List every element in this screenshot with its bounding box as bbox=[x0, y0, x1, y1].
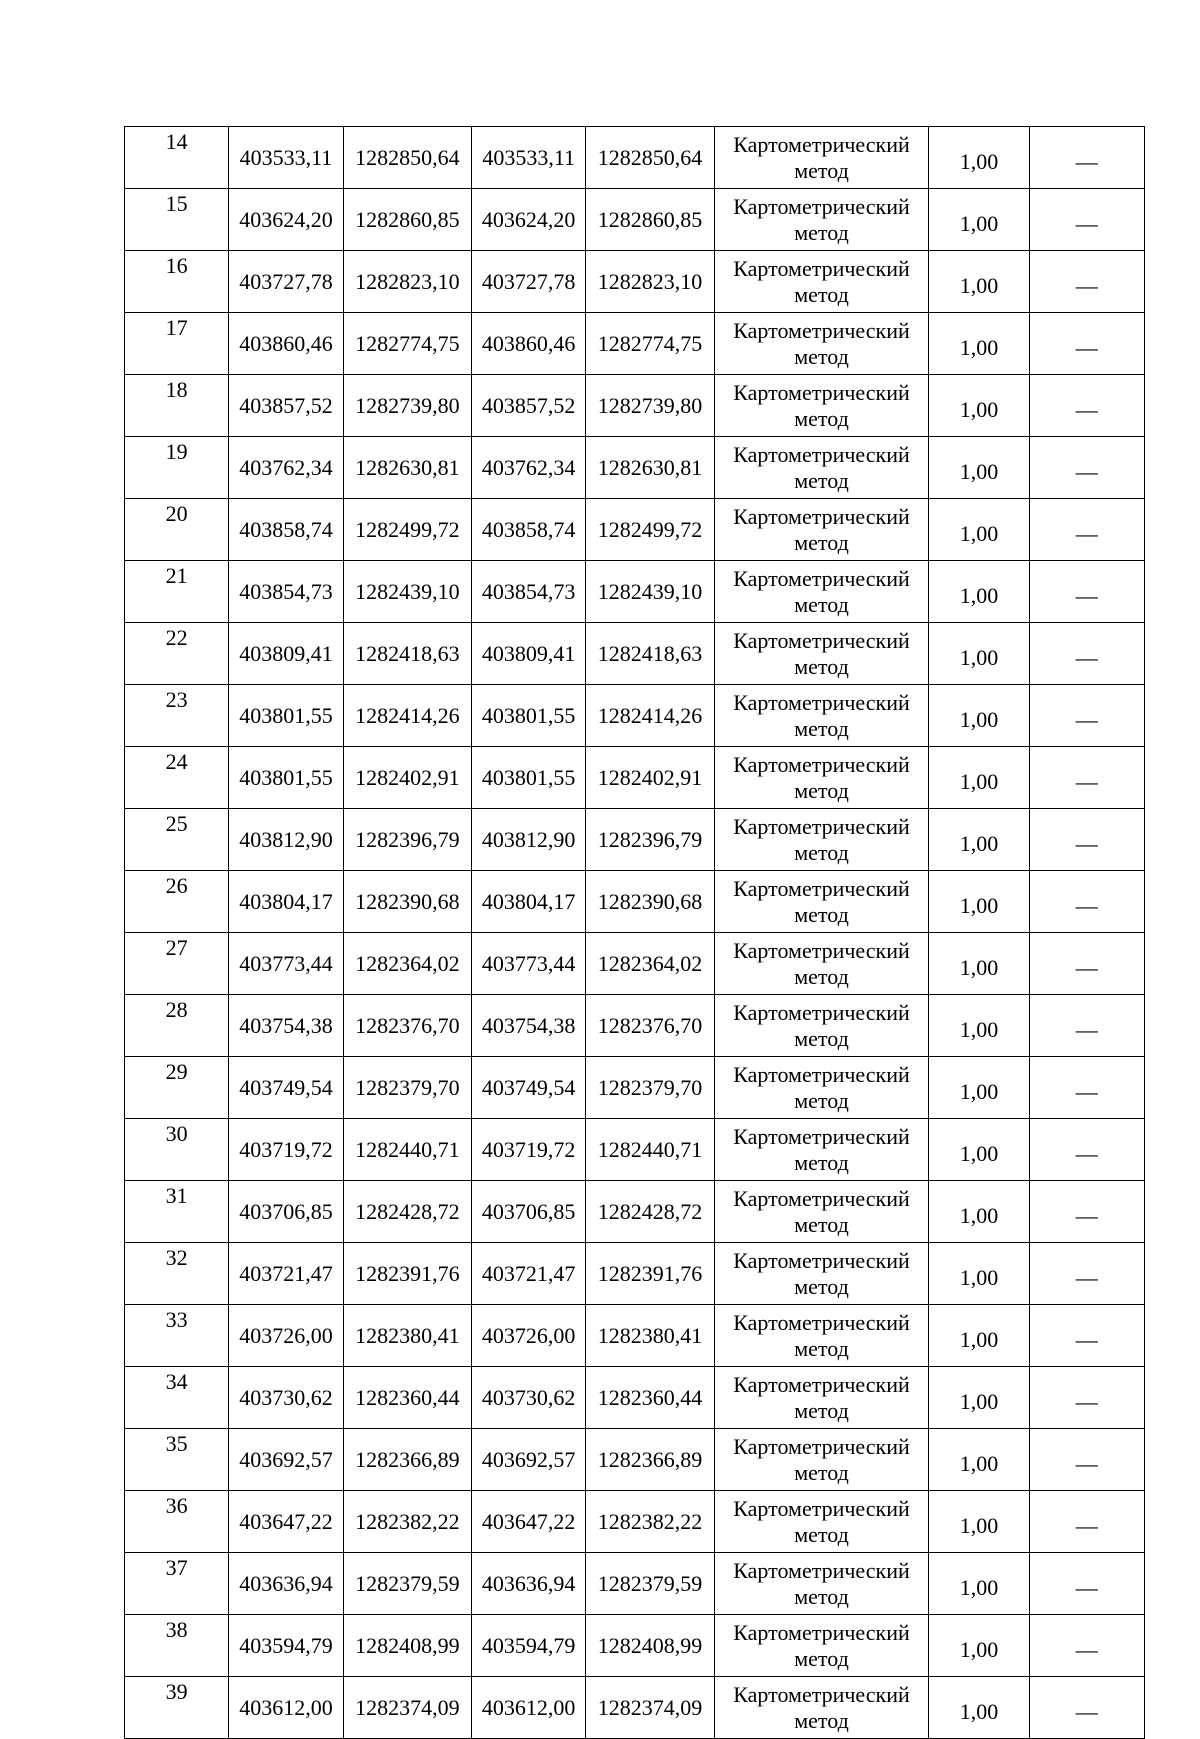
accuracy-cell: 1,00 bbox=[929, 995, 1029, 1057]
point-number-cell: 30 bbox=[125, 1119, 229, 1181]
specified-x-cell: 403804,17 bbox=[472, 871, 586, 933]
table-row bbox=[125, 995, 1145, 1057]
accuracy-cell: 1,00 bbox=[929, 251, 1029, 313]
table-row bbox=[125, 375, 1145, 437]
specified-y-cell: 1282860,85 bbox=[586, 189, 714, 251]
specified-y-cell: 1282380,41 bbox=[586, 1305, 714, 1367]
method-label-line1: Картометрический bbox=[733, 689, 910, 715]
method-label-line1: Картометрический bbox=[733, 1681, 910, 1707]
method-cell bbox=[714, 499, 929, 561]
existing-y-cell: 1282440,71 bbox=[343, 1119, 471, 1181]
existing-x-cell: 403636,94 bbox=[229, 1553, 343, 1615]
point-number-cell: 20 bbox=[125, 499, 229, 561]
point-number-cell: 39 bbox=[125, 1677, 229, 1739]
existing-y-cell: 1282439,10 bbox=[343, 561, 471, 623]
specified-x-cell: 403854,73 bbox=[472, 561, 586, 623]
description-cell: — bbox=[1029, 1057, 1144, 1119]
method-label-line2: метод bbox=[794, 157, 849, 183]
accuracy-cell: 1,00 bbox=[929, 1429, 1029, 1491]
method-cell bbox=[714, 251, 929, 313]
method-label-line1: Картометрический bbox=[733, 1557, 910, 1583]
table-row bbox=[125, 1181, 1145, 1243]
description-cell: — bbox=[1029, 1367, 1144, 1429]
method-label-line1: Картометрический bbox=[733, 441, 910, 467]
specified-x-cell: 403801,55 bbox=[472, 747, 586, 809]
accuracy-cell: 1,00 bbox=[929, 189, 1029, 251]
specified-x-cell: 403533,11 bbox=[472, 127, 586, 189]
point-number-cell: 28 bbox=[125, 995, 229, 1057]
existing-x-cell: 403624,20 bbox=[229, 189, 343, 251]
method-label-line1: Картометрический bbox=[733, 503, 910, 529]
existing-x-cell: 403594,79 bbox=[229, 1615, 343, 1677]
method-label-line2: метод bbox=[794, 343, 849, 369]
method-label-line1: Картометрический bbox=[733, 999, 910, 1025]
method-label-line2: метод bbox=[794, 1149, 849, 1175]
existing-y-cell: 1282418,63 bbox=[343, 623, 471, 685]
coordinates-table bbox=[124, 126, 1145, 1739]
existing-y-cell: 1282376,70 bbox=[343, 995, 471, 1057]
method-label-line1: Картометрический bbox=[733, 317, 910, 343]
method-label-line1: Картометрический bbox=[733, 1123, 910, 1149]
method-cell bbox=[714, 1367, 929, 1429]
existing-y-cell: 1282360,44 bbox=[343, 1367, 471, 1429]
existing-y-cell: 1282380,41 bbox=[343, 1305, 471, 1367]
table-row bbox=[125, 1615, 1145, 1677]
table-row bbox=[125, 1119, 1145, 1181]
existing-x-cell: 403706,85 bbox=[229, 1181, 343, 1243]
existing-x-cell: 403801,55 bbox=[229, 685, 343, 747]
existing-x-cell: 403533,11 bbox=[229, 127, 343, 189]
specified-x-cell: 403726,00 bbox=[472, 1305, 586, 1367]
method-label-line2: метод bbox=[794, 1645, 849, 1671]
specified-y-cell: 1282382,22 bbox=[586, 1491, 714, 1553]
accuracy-cell: 1,00 bbox=[929, 499, 1029, 561]
existing-y-cell: 1282774,75 bbox=[343, 313, 471, 375]
description-cell: — bbox=[1029, 995, 1144, 1057]
table-row bbox=[125, 499, 1145, 561]
existing-x-cell: 403809,41 bbox=[229, 623, 343, 685]
point-number-cell: 34 bbox=[125, 1367, 229, 1429]
table-row bbox=[125, 1553, 1145, 1615]
method-cell bbox=[714, 561, 929, 623]
method-cell bbox=[714, 1615, 929, 1677]
description-cell: — bbox=[1029, 1181, 1144, 1243]
method-label-line1: Картометрический bbox=[733, 1185, 910, 1211]
method-cell bbox=[714, 809, 929, 871]
method-label-line2: метод bbox=[794, 777, 849, 803]
description-cell: — bbox=[1029, 623, 1144, 685]
description-cell: — bbox=[1029, 1305, 1144, 1367]
specified-x-cell: 403636,94 bbox=[472, 1553, 586, 1615]
method-label-line2: метод bbox=[794, 529, 849, 555]
specified-y-cell: 1282418,63 bbox=[586, 623, 714, 685]
method-label-line1: Картометрический bbox=[733, 1433, 910, 1459]
method-cell bbox=[714, 127, 929, 189]
accuracy-cell: 1,00 bbox=[929, 1367, 1029, 1429]
specified-x-cell: 403706,85 bbox=[472, 1181, 586, 1243]
specified-x-cell: 403624,20 bbox=[472, 189, 586, 251]
existing-y-cell: 1282391,76 bbox=[343, 1243, 471, 1305]
accuracy-cell: 1,00 bbox=[929, 561, 1029, 623]
table-row bbox=[125, 1677, 1145, 1739]
point-number-cell: 22 bbox=[125, 623, 229, 685]
method-cell bbox=[714, 1677, 929, 1739]
accuracy-cell: 1,00 bbox=[929, 437, 1029, 499]
point-number-cell: 33 bbox=[125, 1305, 229, 1367]
existing-y-cell: 1282396,79 bbox=[343, 809, 471, 871]
table-row bbox=[125, 747, 1145, 809]
point-number-cell: 16 bbox=[125, 251, 229, 313]
accuracy-cell: 1,00 bbox=[929, 375, 1029, 437]
point-number-cell: 21 bbox=[125, 561, 229, 623]
existing-y-cell: 1282379,59 bbox=[343, 1553, 471, 1615]
description-cell: — bbox=[1029, 561, 1144, 623]
existing-x-cell: 403612,00 bbox=[229, 1677, 343, 1739]
existing-y-cell: 1282390,68 bbox=[343, 871, 471, 933]
accuracy-cell: 1,00 bbox=[929, 933, 1029, 995]
specified-x-cell: 403647,22 bbox=[472, 1491, 586, 1553]
specified-x-cell: 403812,90 bbox=[472, 809, 586, 871]
table-row bbox=[125, 437, 1145, 499]
table-row bbox=[125, 1491, 1145, 1553]
specified-x-cell: 403721,47 bbox=[472, 1243, 586, 1305]
point-number-cell: 19 bbox=[125, 437, 229, 499]
point-number-cell: 25 bbox=[125, 809, 229, 871]
accuracy-cell: 1,00 bbox=[929, 1491, 1029, 1553]
description-cell: — bbox=[1029, 809, 1144, 871]
existing-y-cell: 1282739,80 bbox=[343, 375, 471, 437]
description-cell: — bbox=[1029, 251, 1144, 313]
method-label-line1: Картометрический bbox=[733, 1309, 910, 1335]
point-number-cell: 26 bbox=[125, 871, 229, 933]
method-label-line2: метод bbox=[794, 1273, 849, 1299]
description-cell: — bbox=[1029, 747, 1144, 809]
specified-x-cell: 403809,41 bbox=[472, 623, 586, 685]
method-label-line2: метод bbox=[794, 1025, 849, 1051]
specified-y-cell: 1282379,70 bbox=[586, 1057, 714, 1119]
existing-x-cell: 403721,47 bbox=[229, 1243, 343, 1305]
description-cell: — bbox=[1029, 871, 1144, 933]
description-cell: — bbox=[1029, 1429, 1144, 1491]
existing-y-cell: 1282850,64 bbox=[343, 127, 471, 189]
existing-x-cell: 403754,38 bbox=[229, 995, 343, 1057]
existing-x-cell: 403762,34 bbox=[229, 437, 343, 499]
specified-y-cell: 1282390,68 bbox=[586, 871, 714, 933]
method-cell bbox=[714, 1243, 929, 1305]
method-label-line2: метод bbox=[794, 1521, 849, 1547]
point-number-cell: 24 bbox=[125, 747, 229, 809]
specified-x-cell: 403749,54 bbox=[472, 1057, 586, 1119]
accuracy-cell: 1,00 bbox=[929, 623, 1029, 685]
method-label-line2: метод bbox=[794, 591, 849, 617]
method-label-line2: метод bbox=[794, 901, 849, 927]
description-cell: — bbox=[1029, 127, 1144, 189]
existing-y-cell: 1282379,70 bbox=[343, 1057, 471, 1119]
description-cell: — bbox=[1029, 1677, 1144, 1739]
point-number-cell: 31 bbox=[125, 1181, 229, 1243]
accuracy-cell: 1,00 bbox=[929, 1243, 1029, 1305]
specified-y-cell: 1282428,72 bbox=[586, 1181, 714, 1243]
specified-y-cell: 1282739,80 bbox=[586, 375, 714, 437]
method-label-line2: метод bbox=[794, 1335, 849, 1361]
method-cell bbox=[714, 1553, 929, 1615]
method-cell bbox=[714, 1057, 929, 1119]
existing-y-cell: 1282860,85 bbox=[343, 189, 471, 251]
accuracy-cell: 1,00 bbox=[929, 1553, 1029, 1615]
specified-y-cell: 1282391,76 bbox=[586, 1243, 714, 1305]
method-label-line2: метод bbox=[794, 219, 849, 245]
existing-x-cell: 403860,46 bbox=[229, 313, 343, 375]
point-number-cell: 32 bbox=[125, 1243, 229, 1305]
existing-y-cell: 1282823,10 bbox=[343, 251, 471, 313]
table-row bbox=[125, 1305, 1145, 1367]
method-label-line2: метод bbox=[794, 1397, 849, 1423]
table-row bbox=[125, 623, 1145, 685]
existing-x-cell: 403858,74 bbox=[229, 499, 343, 561]
description-cell: — bbox=[1029, 499, 1144, 561]
existing-y-cell: 1282408,99 bbox=[343, 1615, 471, 1677]
accuracy-cell: 1,00 bbox=[929, 1677, 1029, 1739]
point-number-cell: 38 bbox=[125, 1615, 229, 1677]
specified-y-cell: 1282774,75 bbox=[586, 313, 714, 375]
method-cell bbox=[714, 375, 929, 437]
table-row bbox=[125, 933, 1145, 995]
description-cell: — bbox=[1029, 933, 1144, 995]
existing-y-cell: 1282402,91 bbox=[343, 747, 471, 809]
method-cell bbox=[714, 437, 929, 499]
table-row bbox=[125, 189, 1145, 251]
specified-x-cell: 403692,57 bbox=[472, 1429, 586, 1491]
specified-y-cell: 1282376,70 bbox=[586, 995, 714, 1057]
table-row bbox=[125, 1057, 1145, 1119]
specified-x-cell: 403857,52 bbox=[472, 375, 586, 437]
method-label-line1: Картометрический bbox=[733, 131, 910, 157]
existing-x-cell: 403730,62 bbox=[229, 1367, 343, 1429]
method-label-line2: метод bbox=[794, 405, 849, 431]
existing-x-cell: 403812,90 bbox=[229, 809, 343, 871]
specified-y-cell: 1282364,02 bbox=[586, 933, 714, 995]
method-label-line2: метод bbox=[794, 839, 849, 865]
specified-x-cell: 403730,62 bbox=[472, 1367, 586, 1429]
method-cell bbox=[714, 1305, 929, 1367]
point-number-cell: 27 bbox=[125, 933, 229, 995]
method-label-line1: Картометрический bbox=[733, 1061, 910, 1087]
method-cell bbox=[714, 995, 929, 1057]
point-number-cell: 37 bbox=[125, 1553, 229, 1615]
description-cell: — bbox=[1029, 1553, 1144, 1615]
existing-x-cell: 403773,44 bbox=[229, 933, 343, 995]
method-cell bbox=[714, 685, 929, 747]
method-label-line1: Картометрический bbox=[733, 1495, 910, 1521]
specified-y-cell: 1282823,10 bbox=[586, 251, 714, 313]
method-label-line2: метод bbox=[794, 653, 849, 679]
description-cell: — bbox=[1029, 1615, 1144, 1677]
specified-x-cell: 403762,34 bbox=[472, 437, 586, 499]
existing-y-cell: 1282630,81 bbox=[343, 437, 471, 499]
point-number-cell: 14 bbox=[125, 127, 229, 189]
method-label-line2: метод bbox=[794, 1211, 849, 1237]
method-cell bbox=[714, 747, 929, 809]
specified-x-cell: 403754,38 bbox=[472, 995, 586, 1057]
existing-x-cell: 403801,55 bbox=[229, 747, 343, 809]
existing-x-cell: 403726,00 bbox=[229, 1305, 343, 1367]
specified-y-cell: 1282402,91 bbox=[586, 747, 714, 809]
specified-y-cell: 1282408,99 bbox=[586, 1615, 714, 1677]
method-label-line2: метод bbox=[794, 1459, 849, 1485]
existing-x-cell: 403692,57 bbox=[229, 1429, 343, 1491]
description-cell: — bbox=[1029, 685, 1144, 747]
table-row bbox=[125, 871, 1145, 933]
table-row bbox=[125, 313, 1145, 375]
specified-y-cell: 1282360,44 bbox=[586, 1367, 714, 1429]
method-cell bbox=[714, 1491, 929, 1553]
method-label-line1: Картометрический bbox=[733, 875, 910, 901]
specified-x-cell: 403858,74 bbox=[472, 499, 586, 561]
method-cell bbox=[714, 871, 929, 933]
accuracy-cell: 1,00 bbox=[929, 127, 1029, 189]
method-label-line2: метод bbox=[794, 467, 849, 493]
description-cell: — bbox=[1029, 313, 1144, 375]
specified-x-cell: 403860,46 bbox=[472, 313, 586, 375]
method-label-line1: Картометрический bbox=[733, 255, 910, 281]
specified-y-cell: 1282396,79 bbox=[586, 809, 714, 871]
method-cell bbox=[714, 313, 929, 375]
specified-y-cell: 1282414,26 bbox=[586, 685, 714, 747]
table-row bbox=[125, 127, 1145, 189]
point-number-cell: 15 bbox=[125, 189, 229, 251]
description-cell: — bbox=[1029, 437, 1144, 499]
existing-y-cell: 1282364,02 bbox=[343, 933, 471, 995]
existing-x-cell: 403857,52 bbox=[229, 375, 343, 437]
description-cell: — bbox=[1029, 1119, 1144, 1181]
point-number-cell: 29 bbox=[125, 1057, 229, 1119]
method-label-line2: метод bbox=[794, 281, 849, 307]
method-label-line1: Картометрический bbox=[733, 627, 910, 653]
accuracy-cell: 1,00 bbox=[929, 1181, 1029, 1243]
table-row bbox=[125, 809, 1145, 871]
description-cell: — bbox=[1029, 1491, 1144, 1553]
specified-x-cell: 403594,79 bbox=[472, 1615, 586, 1677]
specified-y-cell: 1282366,89 bbox=[586, 1429, 714, 1491]
method-label-line1: Картометрический bbox=[733, 1619, 910, 1645]
existing-x-cell: 403854,73 bbox=[229, 561, 343, 623]
existing-y-cell: 1282414,26 bbox=[343, 685, 471, 747]
specified-x-cell: 403719,72 bbox=[472, 1119, 586, 1181]
method-cell bbox=[714, 933, 929, 995]
accuracy-cell: 1,00 bbox=[929, 685, 1029, 747]
existing-x-cell: 403719,72 bbox=[229, 1119, 343, 1181]
method-cell bbox=[714, 1429, 929, 1491]
coordinates-table-body bbox=[125, 127, 1145, 1739]
point-number-cell: 23 bbox=[125, 685, 229, 747]
existing-y-cell: 1282382,22 bbox=[343, 1491, 471, 1553]
method-cell bbox=[714, 1119, 929, 1181]
table-row bbox=[125, 1367, 1145, 1429]
specified-x-cell: 403727,78 bbox=[472, 251, 586, 313]
point-number-cell: 36 bbox=[125, 1491, 229, 1553]
existing-x-cell: 403727,78 bbox=[229, 251, 343, 313]
method-cell bbox=[714, 189, 929, 251]
method-cell bbox=[714, 623, 929, 685]
specified-y-cell: 1282439,10 bbox=[586, 561, 714, 623]
description-cell: — bbox=[1029, 375, 1144, 437]
point-number-cell: 35 bbox=[125, 1429, 229, 1491]
accuracy-cell: 1,00 bbox=[929, 313, 1029, 375]
specified-x-cell: 403801,55 bbox=[472, 685, 586, 747]
method-label-line2: метод bbox=[794, 715, 849, 741]
specified-y-cell: 1282850,64 bbox=[586, 127, 714, 189]
description-cell: — bbox=[1029, 1243, 1144, 1305]
existing-x-cell: 403749,54 bbox=[229, 1057, 343, 1119]
specified-y-cell: 1282499,72 bbox=[586, 499, 714, 561]
method-label-line2: метод bbox=[794, 1707, 849, 1733]
accuracy-cell: 1,00 bbox=[929, 1305, 1029, 1367]
table-row bbox=[125, 561, 1145, 623]
method-label-line1: Картометрический bbox=[733, 813, 910, 839]
method-label-line1: Картометрический bbox=[733, 379, 910, 405]
method-label-line1: Картометрический bbox=[733, 1371, 910, 1397]
table-row bbox=[125, 1429, 1145, 1491]
method-label-line1: Картометрический bbox=[733, 937, 910, 963]
method-cell bbox=[714, 1181, 929, 1243]
existing-y-cell: 1282499,72 bbox=[343, 499, 471, 561]
method-label-line1: Картометрический bbox=[733, 193, 910, 219]
method-label-line1: Картометрический bbox=[733, 565, 910, 591]
existing-y-cell: 1282374,09 bbox=[343, 1677, 471, 1739]
method-label-line2: метод bbox=[794, 1583, 849, 1609]
method-label-line2: метод bbox=[794, 963, 849, 989]
table-row bbox=[125, 251, 1145, 313]
existing-y-cell: 1282428,72 bbox=[343, 1181, 471, 1243]
accuracy-cell: 1,00 bbox=[929, 871, 1029, 933]
point-number-cell: 18 bbox=[125, 375, 229, 437]
method-label-line2: метод bbox=[794, 1087, 849, 1113]
point-number-cell: 17 bbox=[125, 313, 229, 375]
method-label-line1: Картометрический bbox=[733, 1247, 910, 1273]
specified-y-cell: 1282630,81 bbox=[586, 437, 714, 499]
table-row bbox=[125, 685, 1145, 747]
accuracy-cell: 1,00 bbox=[929, 1119, 1029, 1181]
specified-y-cell: 1282379,59 bbox=[586, 1553, 714, 1615]
accuracy-cell: 1,00 bbox=[929, 747, 1029, 809]
table-row bbox=[125, 1243, 1145, 1305]
accuracy-cell: 1,00 bbox=[929, 809, 1029, 871]
existing-x-cell: 403647,22 bbox=[229, 1491, 343, 1553]
specified-x-cell: 403773,44 bbox=[472, 933, 586, 995]
specified-y-cell: 1282440,71 bbox=[586, 1119, 714, 1181]
accuracy-cell: 1,00 bbox=[929, 1057, 1029, 1119]
description-cell: — bbox=[1029, 189, 1144, 251]
method-label-line1: Картометрический bbox=[733, 751, 910, 777]
accuracy-cell: 1,00 bbox=[929, 1615, 1029, 1677]
existing-y-cell: 1282366,89 bbox=[343, 1429, 471, 1491]
specified-x-cell: 403612,00 bbox=[472, 1677, 586, 1739]
specified-y-cell: 1282374,09 bbox=[586, 1677, 714, 1739]
existing-x-cell: 403804,17 bbox=[229, 871, 343, 933]
